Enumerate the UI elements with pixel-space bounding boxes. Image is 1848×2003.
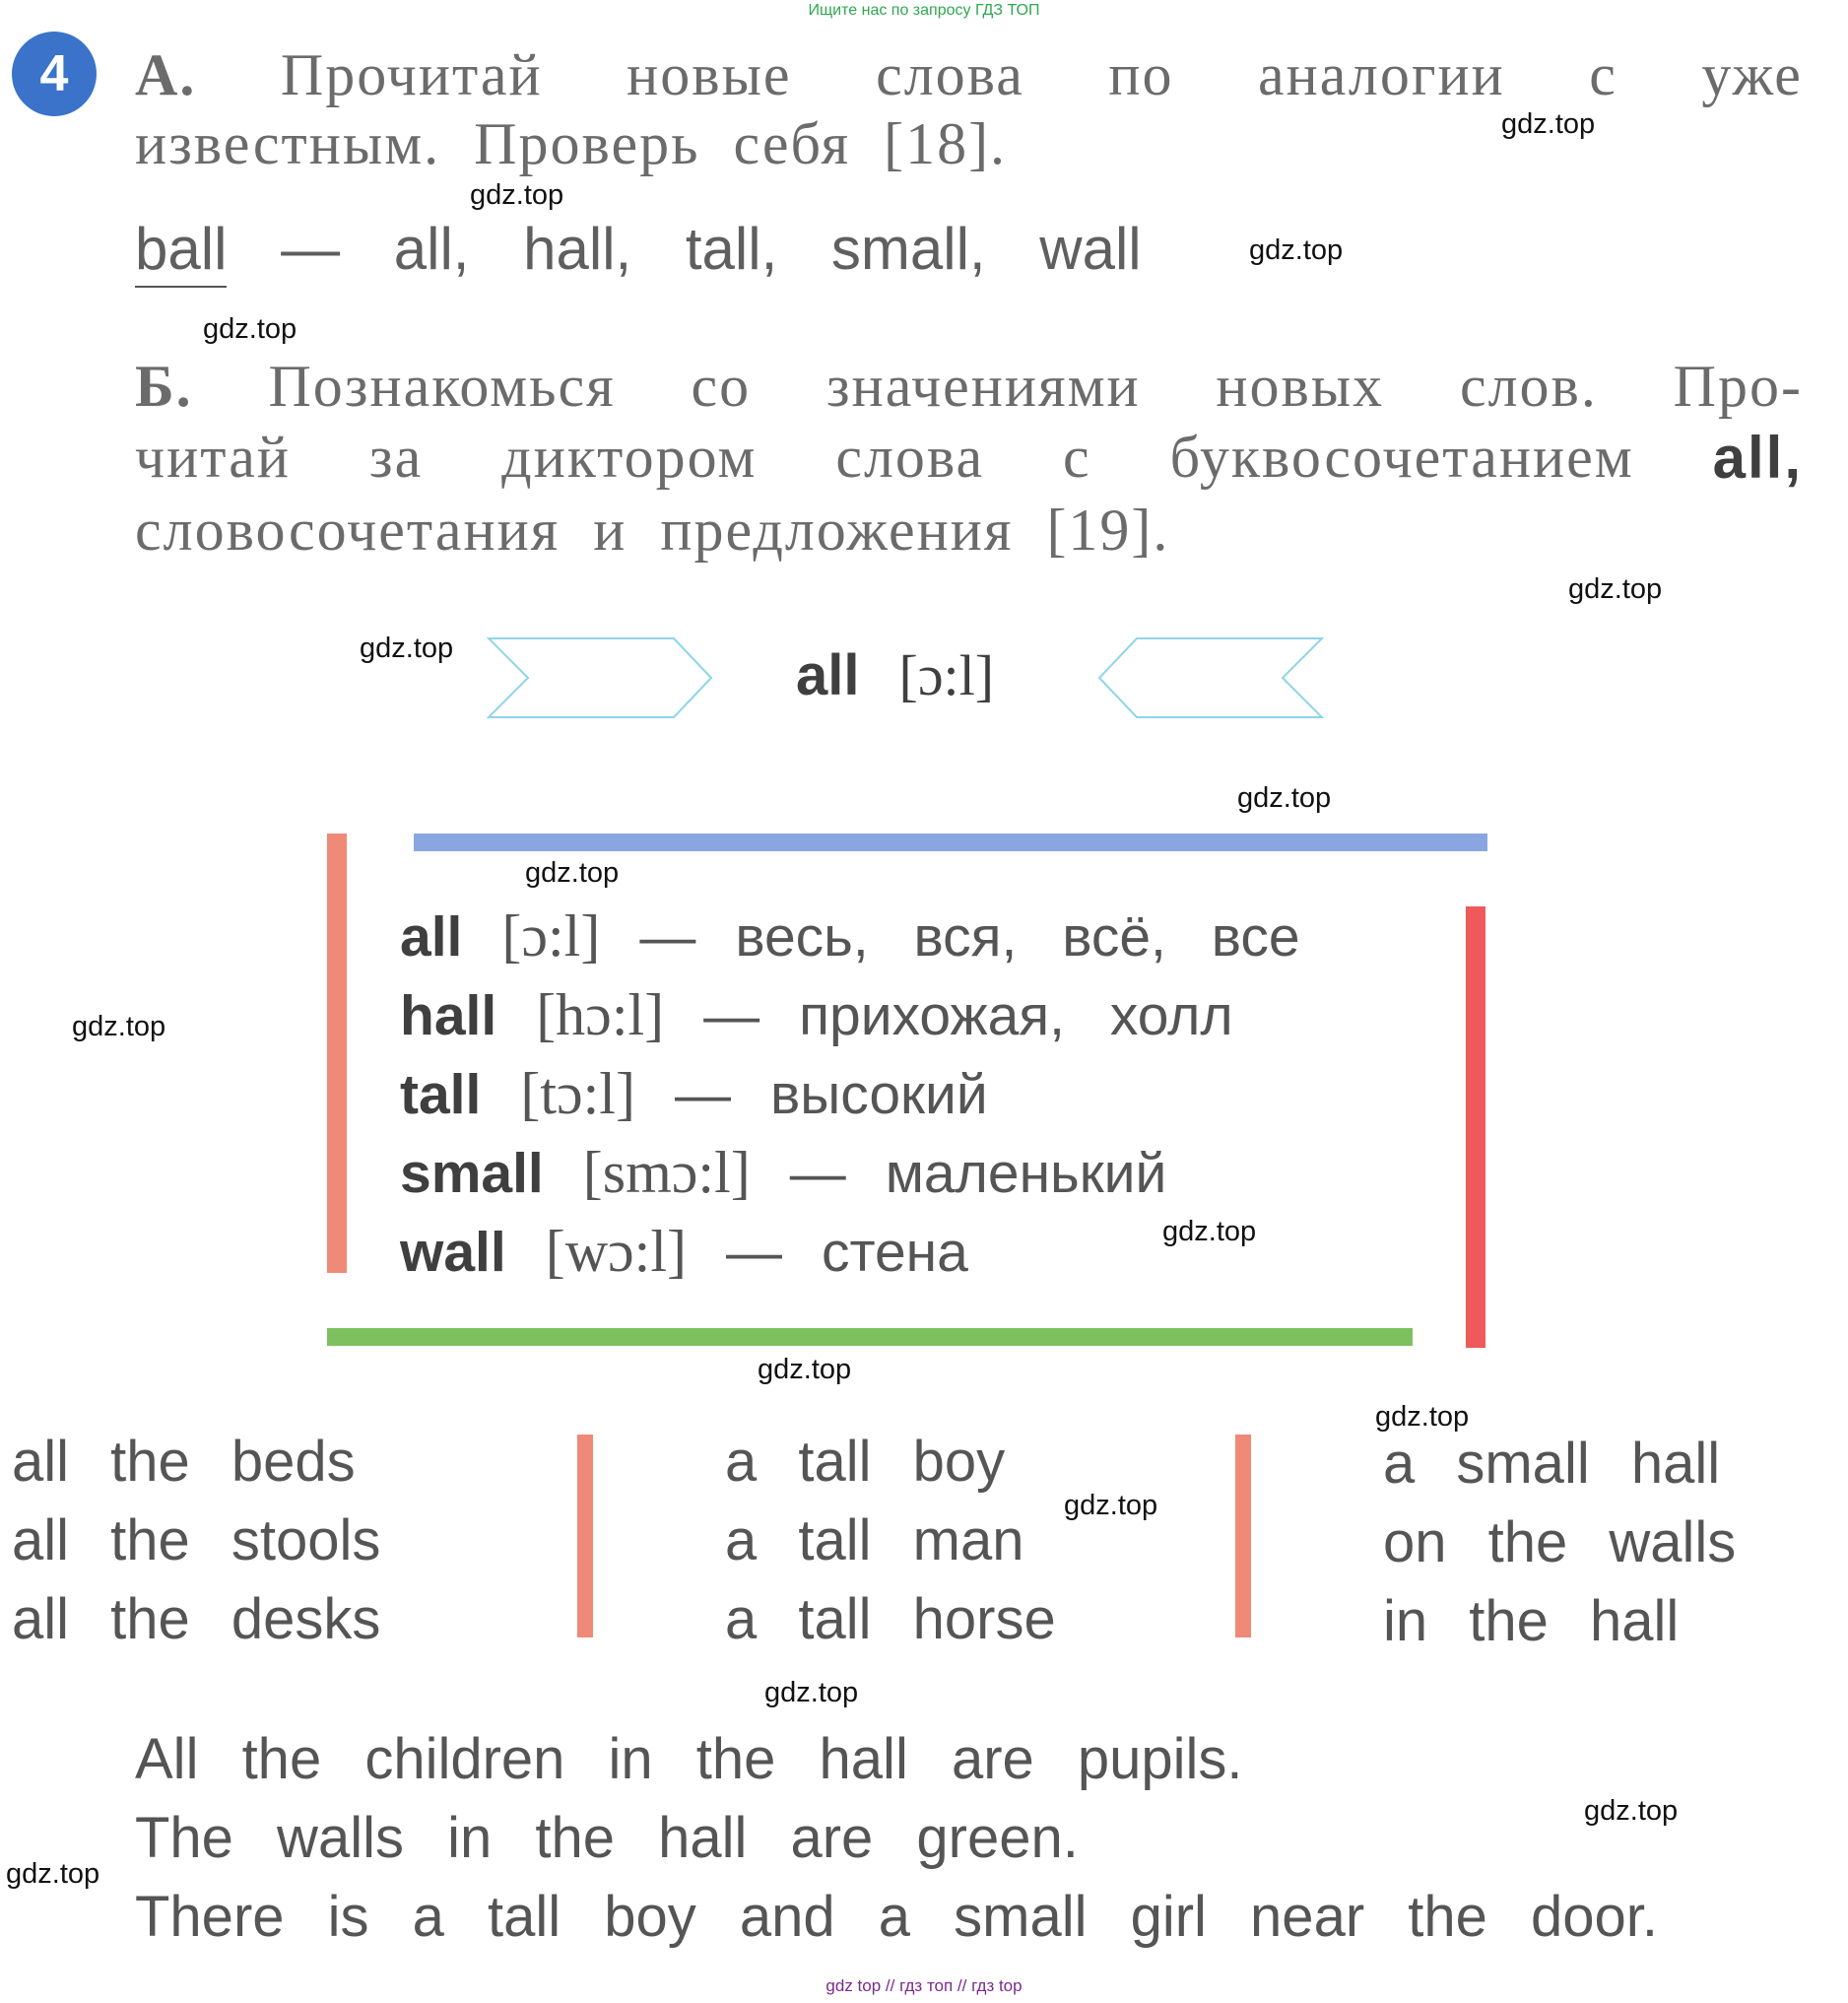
part-b-line-3: [135, 497, 1803, 565]
part-a-line-1: [135, 41, 1803, 109]
sentence: All the children in the hall are pupils.: [135, 1727, 1243, 1791]
vocab-dash: —: [703, 984, 760, 1047]
phrase: all the beds: [12, 1430, 356, 1494]
task-word: предложения: [660, 498, 1014, 563]
vocab-dash: —: [639, 905, 696, 968]
vocab-word: small: [400, 1142, 544, 1205]
part-b-label: Б.: [135, 354, 193, 419]
frame-bar-left: [327, 834, 347, 1273]
task-word: с: [1589, 42, 1617, 107]
task-word: и: [593, 498, 627, 563]
phrase: a tall horse: [725, 1587, 1056, 1651]
task-word: читай: [135, 425, 291, 490]
phrase: on the walls: [1383, 1510, 1737, 1574]
banner-arrow-right-icon: [1095, 636, 1324, 719]
vocab-entry: [400, 1060, 988, 1128]
watermark: gdz.top: [72, 1011, 166, 1042]
watermark: gdz.top: [1237, 782, 1332, 814]
vocab-word: hall: [400, 984, 497, 1047]
watermark: gdz.top: [1162, 1216, 1257, 1247]
part-b-line-2: [135, 424, 1803, 492]
task-word: со: [691, 354, 752, 419]
vocab-word: all: [400, 905, 463, 968]
task-word: себя: [733, 111, 851, 176]
vocab-transcription: [tɔ:l]: [520, 1061, 635, 1126]
task-word: значениями: [825, 354, 1141, 419]
task-word: Познакомься: [268, 354, 616, 419]
watermark: gdz.top: [470, 179, 564, 211]
top-banner: Ищите нас по запросу ГДЗ ТОП: [808, 2, 1040, 19]
banner-letters: all: [796, 643, 860, 707]
task-word: уже: [1701, 42, 1803, 107]
task-word: диктором: [501, 425, 758, 490]
task-word: слова: [835, 425, 985, 490]
key-word: ball: [135, 216, 227, 288]
watermark: gdz.top: [764, 1677, 859, 1708]
watermark: gdz.top: [1501, 108, 1596, 140]
analogy-word: all,: [393, 216, 470, 282]
analogy-word: hall,: [523, 216, 632, 282]
task-word: за: [368, 425, 424, 490]
vocab-dash: —: [789, 1142, 846, 1205]
phrase: a small hall: [1383, 1432, 1721, 1496]
task-word: слов.: [1459, 354, 1598, 419]
phrase: a tall man: [725, 1508, 1024, 1572]
frame-bar-right: [1466, 906, 1485, 1348]
phrase: in the hall: [1383, 1589, 1680, 1653]
watermark: gdz.top: [1568, 573, 1663, 605]
task-word: аналогии: [1258, 42, 1505, 107]
vocab-transcription: [smɔ:l]: [582, 1140, 751, 1205]
task-word: известным.: [135, 111, 441, 176]
vocab-word: tall: [400, 1063, 482, 1126]
banner-word: [796, 642, 994, 708]
phrase: all the desks: [12, 1587, 381, 1651]
phrase: all the stools: [12, 1508, 381, 1572]
watermark: gdz.top: [525, 857, 620, 889]
watermark: gdz.top: [360, 633, 454, 664]
vocab-entry: [400, 1218, 968, 1286]
part-b-line-1: [135, 353, 1803, 421]
vocab-meaning: стена: [821, 1221, 968, 1284]
vocab-word: wall: [400, 1221, 506, 1284]
vocab-transcription: [hɔ:l]: [536, 982, 665, 1047]
banner-arrow-left-icon: [487, 636, 715, 719]
watermark: gdz.top: [1249, 234, 1344, 266]
task-word: Про-: [1673, 354, 1803, 419]
watermark: gdz.top: [1375, 1401, 1470, 1433]
task-word: [18].: [884, 111, 1008, 176]
task-word: слова: [876, 42, 1024, 107]
task-word: буквосочетанием: [1169, 425, 1634, 490]
task-word: новых: [1216, 354, 1385, 419]
analogy-word: small,: [830, 216, 986, 282]
vocab-meaning: высокий: [769, 1063, 988, 1126]
vocab-dash: —: [725, 1221, 782, 1284]
watermark: gdz.top: [6, 1858, 100, 1890]
vocab-entry: [400, 1139, 1166, 1207]
watermark: gdz.top: [1064, 1490, 1158, 1521]
watermark: gdz.top: [1584, 1795, 1679, 1827]
banner-transcription: [ɔ:l]: [898, 643, 995, 707]
analogy-line: [135, 215, 1179, 283]
frame-bar-top: [414, 834, 1487, 851]
task-word: Проверь: [474, 111, 700, 176]
exercise-number-badge: 4: [12, 32, 97, 116]
task-word: [19].: [1046, 498, 1170, 563]
analogy-dash: —: [281, 216, 341, 282]
phrase: a tall boy: [725, 1430, 1006, 1494]
watermark: gdz.top: [758, 1354, 852, 1385]
vocab-dash: —: [674, 1063, 731, 1126]
task-word: новые: [627, 42, 792, 107]
task-word: с: [1063, 425, 1091, 490]
bottom-banner: gdz top // гдз топ // гдз top: [825, 1976, 1023, 1995]
sentence: There is a tall boy and a small girl near the door.: [135, 1885, 1658, 1949]
vocab-meaning: весь, вся, всё, все: [735, 905, 1300, 968]
column-divider: [577, 1435, 593, 1637]
part-a-label: А.: [135, 42, 197, 107]
letter-combination: all,: [1712, 425, 1803, 491]
task-word: Прочитай: [280, 42, 543, 107]
watermark: gdz.top: [203, 313, 297, 345]
frame-bar-bottom: [327, 1328, 1413, 1346]
task-word: словосочетания: [135, 498, 561, 563]
vocab-entry: [400, 981, 1233, 1049]
vocab-transcription: [ɔ:l]: [501, 903, 601, 968]
sentence: The walls in the hall are green.: [135, 1806, 1079, 1870]
analogy-word: tall,: [685, 216, 778, 282]
task-word: по: [1108, 42, 1174, 107]
vocab-meaning: прихожая, холл: [799, 984, 1233, 1047]
vocab-entry: [400, 902, 1300, 970]
analogy-word: wall: [1039, 216, 1142, 282]
column-divider: [1235, 1435, 1251, 1637]
vocab-meaning: маленький: [885, 1142, 1167, 1205]
vocab-transcription: [wɔ:l]: [545, 1219, 687, 1284]
